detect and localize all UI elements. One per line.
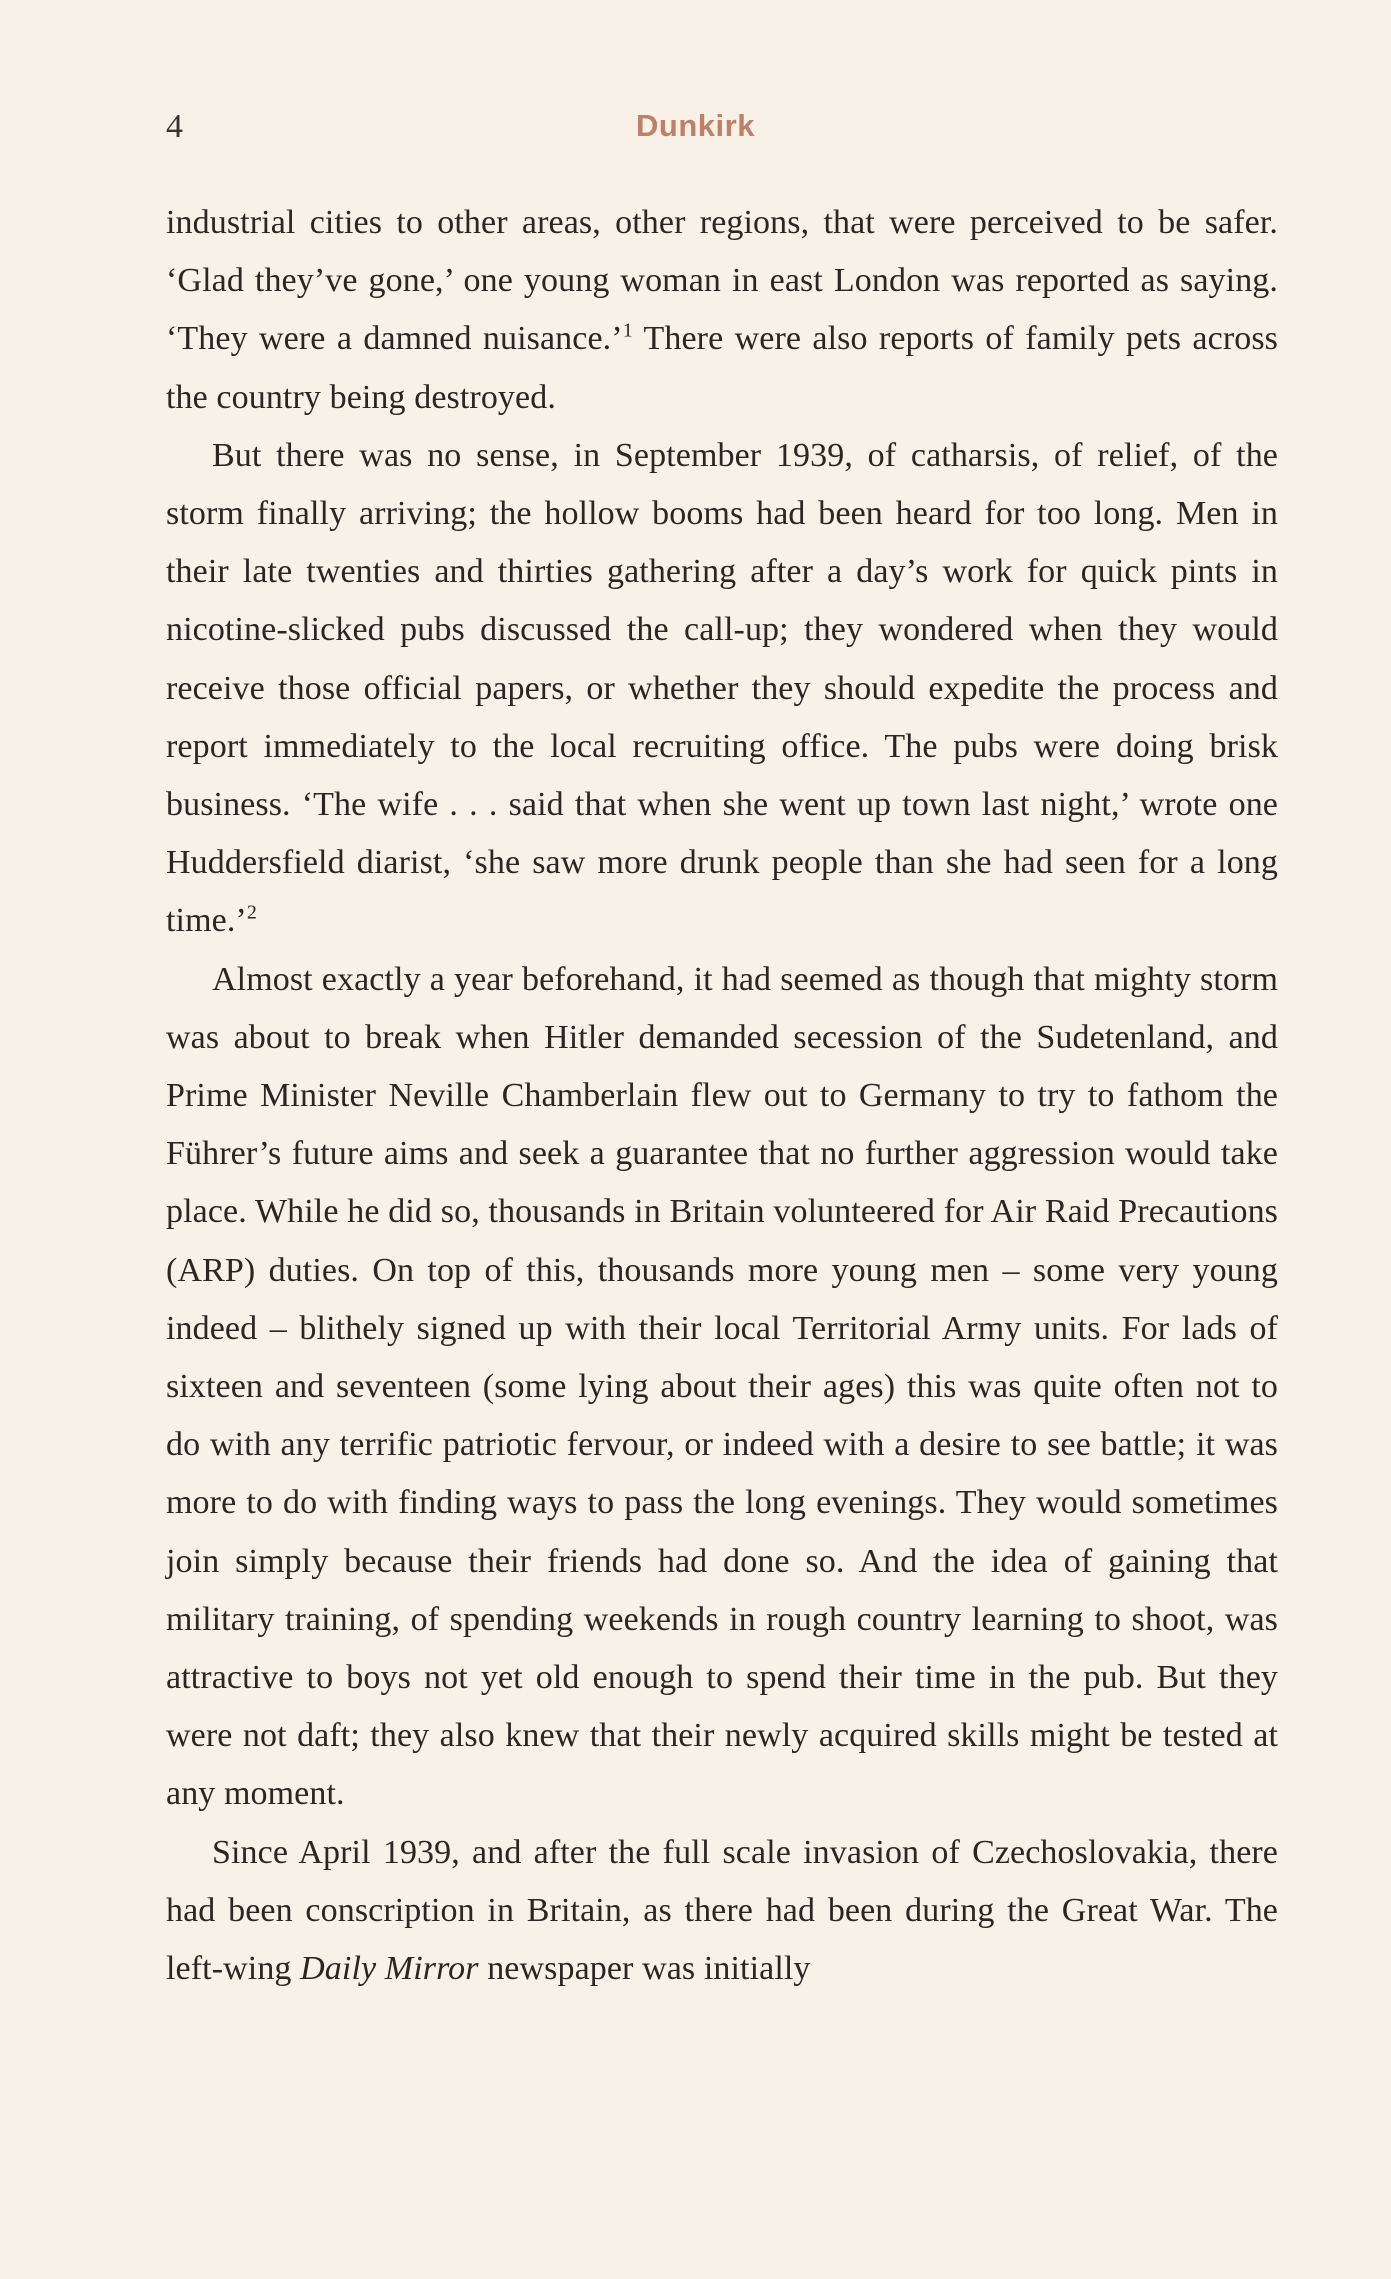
paragraph-2 [166, 427, 1278, 951]
paragraph-4-text-cont: newspaper was initially [478, 1950, 811, 1988]
paragraph-4 [166, 1824, 1278, 1999]
page-number: 4 [166, 108, 183, 145]
footnote-marker-1[interactable]: 1 [622, 320, 633, 343]
newspaper-title: Daily Mirror [300, 1950, 479, 1988]
paragraph-3 [166, 951, 1278, 1824]
running-title: Dunkirk [636, 108, 755, 143]
paragraph-1-text: industrial cities to other areas, other regions, that were perceived to be safer. ‘Glad they’ve gone,’ one young woman in east London was reported as saying. ‘They were a damned nuisance.’ [166, 204, 1278, 358]
paragraph-1 [166, 194, 1278, 427]
footnote-marker-2[interactable]: 2 [246, 902, 257, 925]
paragraph-1-text-cont: There were also reports of family pets across the country being destroyed. [166, 320, 1278, 416]
paragraph-4-text: Since April 1939, and after the full scale invasion of Czechoslovakia, there had been conscription in Britain, as there had been during the Great War. The left-wing [166, 1833, 1278, 1988]
paragraph-3-text: Almost exactly a year beforehand, it had seemed as though that mighty storm was about to break when Hitler demanded secession of the Sudetenland, and Prime Minister Neville Chamberlain flew out to Germany to try to fathom the Führer’s future aims and seek a guarantee that no further aggression would take place. While he did so, thousands in Britain volunteered for Air Raid Precautions (ARP) duties. On top of this, thousands more young men – some very young indeed – blithely signed up with their local Territorial Army units. For lads of sixteen and seventeen (some lying about their ages) this was quite often not to do with any terrific patriotic fervour, or indeed with a desire to see battle; it was more to do with finding ways to pass the long evenings. They would sometimes join simply because their friends had done so. And the idea of gaining that military training, of spending weekends in rough country learning to shoot, was attractive to boys not yet old enough to spend their time in the pub. But they were not daft; they also knew that their newly acquired skills might be tested at any moment. [166, 960, 1278, 1813]
paragraph-2-text: But there was no sense, in September 1939, of catharsis, of relief, of the storm finally arriving; the hollow booms had been heard for too long. Men in their late twenties and thirties gathering after a day’s work for quick pints in nicotine-slicked pubs discussed the call-up; they wondered when they would receive those official papers, or whether they should expedite the process and report immediately to the local recruiting office. The pubs were doing brisk business. ‘The wife . . . said that when she went up town last night,’ wrote one Huddersfield diarist, ‘she saw more drunk people than she had seen for a long time.’ [166, 436, 1278, 940]
running-head [0, 108, 1391, 158]
body-text [166, 194, 1278, 1998]
